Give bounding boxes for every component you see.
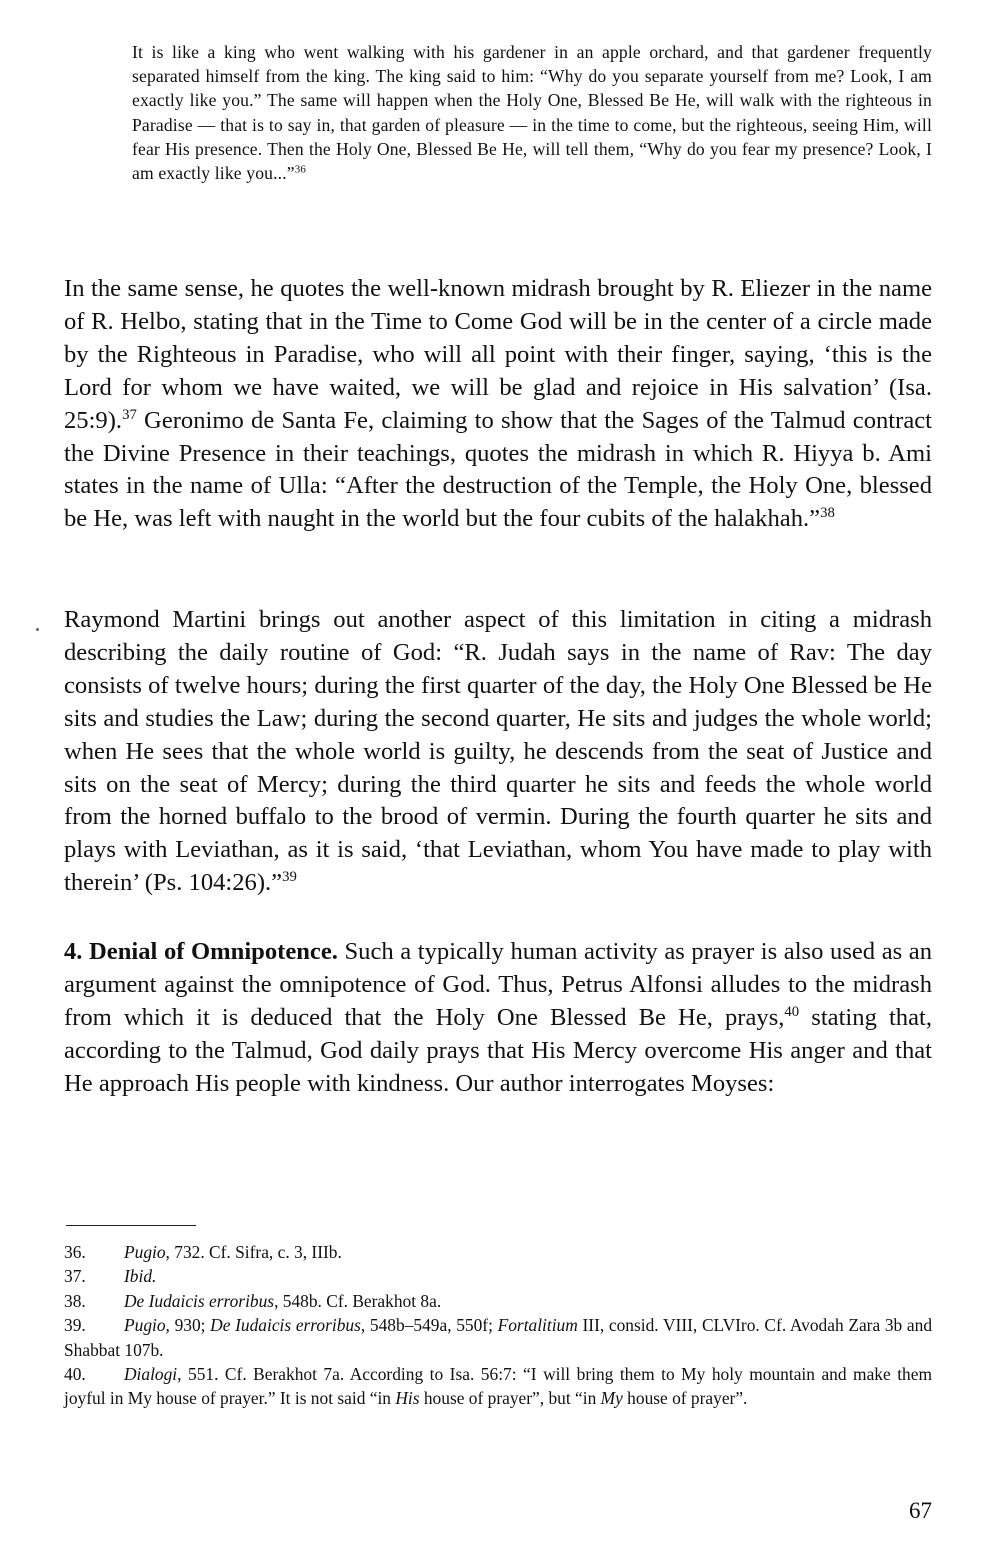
footnote-38 <box>64 1289 932 1313</box>
footnote-title: Ibid. <box>124 1266 157 1287</box>
footnote-ref-40[interactable]: 40 <box>784 1003 800 1020</box>
footnote-text: III, consid. VIII, CLVIro. Cf. Avodah Zara 3b and Shabbat 107b. <box>64 1315 933 1360</box>
footnote-title: Dialogi <box>124 1364 178 1385</box>
footnote-title: Pugio <box>124 1242 166 1262</box>
paragraph-1-text-b: Geronimo de Santa Fe, claiming to show that the Sages of the Talmud contract the Divine Presence in their teachings, quotes the midrash in which R. Hiyya b. Ami states in the name of Ulla: “After the destruction of the Temple, the Holy One, blessed be He, was left with naught in the world but the four cubits of the halakhah.” <box>64 406 932 533</box>
block-quote-text: It is like a king who went walking with his gardener in an apple orchard, and that gardener frequently separated himself from the king. The king said to him: “Why do you separate yourself from me? Look, I am exactly like you.” The same will happen when the Holy One, Blessed Be He, will walk with the righteous in Paradise — that is to say in, that garden of pleasure — in the time to come, but the righteous, seeing Him, will fear His presence. Then the Holy One, Blessed Be He, will tell them, “Why do you fear my presence? Look, I am exactly like you...” <box>132 42 932 184</box>
footnote-ref-38[interactable]: 38 <box>820 505 835 522</box>
footnote-number: 39. <box>64 1315 86 1336</box>
section-heading: 4. Denial of Omnipotence. <box>64 938 338 965</box>
paragraph-2-text: Raymond Martini brings out another aspect of this limitation in citing a midrash describing the daily routine of God: “R. Judah says in the name of Rav: The day consists of twelve hours; during the first quarter of the day, the Holy One Blessed be He sits and studies the Law; during the second quarter, He sits and judges the whole world; when He sees that the whole world is guilty, he descends from the seat of Justice and sits on the seat of Mercy; during the third quarter he sits and feeds the whole world from the horned buffalo to the brood of vermin. During the fourth quarter he sits and plays with Leviathan, as it is said, ‘that Leviathan, whom You have made to play with therein’ (Ps. 104:26).” <box>64 606 932 897</box>
footnote-text: house of prayer”. <box>622 1388 748 1409</box>
footnotes <box>64 1240 932 1411</box>
block-quote <box>132 40 932 185</box>
footnote-39 <box>64 1313 932 1362</box>
paragraph-2 <box>64 604 932 900</box>
footnote-text: , 732. Cf. Sifra, c. 3, IIIb. <box>165 1242 342 1262</box>
margin-mark <box>36 628 39 631</box>
footnote-ref-37[interactable]: 37 <box>122 406 137 423</box>
footnote-separator <box>66 1225 196 1226</box>
paragraph-3-text-b: stating that, according to the Talmud, God daily prays that His Mercy overcome His anger and that He approach His people with kindness. Our author interrogates Moyses: <box>64 1003 933 1097</box>
page-number: 67 <box>909 1498 932 1523</box>
footnote-text: house of prayer”, but “in <box>419 1388 601 1409</box>
paragraph-3 <box>64 936 932 1101</box>
footnote-title: Fortalitium <box>497 1315 578 1336</box>
paragraph-3-text-a: Such a typically human activity as prayer is also used as an argument against the omnipotence of God. Thus, Petrus Alfonsi alludes to the midrash from which it is deduced that the Holy One Blessed Be He, prays, <box>64 938 932 1031</box>
footnote-title: De Iudaicis erroribus <box>210 1315 361 1336</box>
paragraph-1-text-a: In the same sense, he quotes the well-known midrash brought by R. Eliezer in the name of R. Helbo, stating that in the Time to Come God will be in the center of a circle made by the Righteous in Paradise, who will all point with their finger, saying, ‘this is the Lord for whom we have waited, we will be glad and rejoice in His salvation’ (Isa. 25:9). <box>64 275 932 434</box>
footnote-emphasis: His <box>395 1388 420 1409</box>
footnote-number: 40. <box>64 1364 86 1385</box>
footnote-text: , 548b–549a, 550f; <box>360 1315 498 1336</box>
footnote-number: 38. <box>64 1290 86 1311</box>
footnote-36 <box>64 1240 932 1264</box>
footnote-number: 36. <box>64 1242 86 1262</box>
footnote-text: , 930; <box>165 1315 211 1336</box>
footnote-title: Pugio <box>124 1315 166 1336</box>
footnote-number: 37. <box>64 1266 86 1287</box>
footnote-40 <box>64 1362 932 1411</box>
footnote-text: , 551. Cf. Berakhot 7a. According to Isa. 56:7: “I will bring them to My holy mountain and make them joyful in My house of prayer.” It is not said “in <box>64 1364 932 1409</box>
footnote-ref-39[interactable]: 39 <box>282 869 297 886</box>
footnote-title: De Iudaicis erroribus <box>124 1290 275 1311</box>
footnote-37 <box>64 1264 932 1288</box>
footnote-ref-36[interactable]: 36 <box>294 163 306 176</box>
footnote-text: , 548b. Cf. Berakhot 8a. <box>274 1290 442 1311</box>
paragraph-1 <box>64 273 932 536</box>
footnote-emphasis: My <box>600 1388 623 1409</box>
